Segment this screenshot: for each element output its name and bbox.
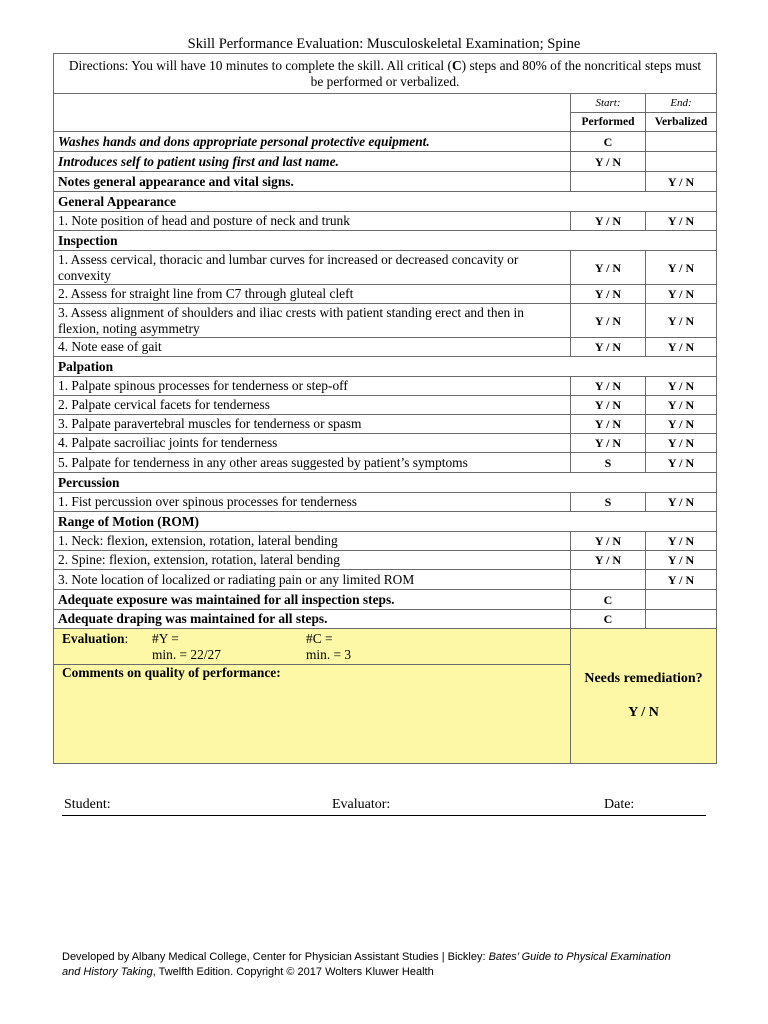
verbalized-cell [646,590,717,610]
table-row [54,493,717,512]
table-row [54,532,717,551]
table-row [54,212,717,231]
performed-cell: S [571,493,646,512]
step-text: 4. Note ease of gait [54,338,571,357]
verbalized-cell: Y / N [646,338,717,357]
verbalized-cell: Y / N [646,377,717,396]
performed-cell: Y / N [571,532,646,551]
step-text: 3. Assess alignment of shoulders and iliac crests with patient standing erect and then in flexion, noting asymmetry [54,304,571,338]
performed-cell: S [571,453,646,473]
performed-cell: Y / N [571,285,646,304]
verbalized-cell [646,132,717,152]
step-text: Adequate draping was maintained for all steps. [54,610,571,629]
needs-remediation-label: Needs remediation? [584,671,703,686]
table-row [54,338,717,357]
directions: Directions: You will have 10 minutes to complete the skill. All critical (C) steps and 80% of the noncritical steps must be performed or verbalized. [54,54,717,94]
section-title: Percussion [54,473,717,493]
step-text: 2. Spine: flexion, extension, rotation, lateral bending [54,551,571,570]
performed-cell: C [571,590,646,610]
end-label: End: [646,94,717,113]
start-label: Start: [571,94,646,113]
table-row [54,396,717,415]
performed-cell: Y / N [571,251,646,285]
form-title: Skill Performance Evaluation: Musculoskeletal Examination; Spine [187,36,581,52]
section-header [54,357,717,377]
verbalized-cell: Y / N [646,453,717,473]
table-row [54,434,717,453]
table-row [54,415,717,434]
step-text: Washes hands and dons appropriate personal protective equipment. [54,132,571,152]
y-count-label: #Y = [152,630,179,646]
table-row [54,152,717,172]
performed-cell: Y / N [571,304,646,338]
table-row [54,304,717,338]
performed-cell: Y / N [571,551,646,570]
verbalized-cell: Y / N [646,532,717,551]
step-text: 1. Fist percussion over spinous processes for tenderness [54,493,571,512]
remediation-cell [571,629,717,764]
remediation-yn[interactable]: Y / N [628,705,659,720]
performed-cell: Y / N [571,415,646,434]
table-row [54,453,717,473]
table-row [54,132,717,152]
table-row [54,172,717,192]
table-row [54,551,717,570]
verbalized-cell: Y / N [646,172,717,192]
table-row [54,570,717,590]
step-text: 1. Neck: flexion, extension, rotation, lateral bending [54,532,571,551]
verbalized-cell: Y / N [646,551,717,570]
section-title: Palpation [54,357,717,377]
step-text: 1. Note position of head and posture of neck and trunk [54,212,571,231]
step-text: Introduces self to patient using first and last name. [54,152,571,172]
performed-cell: Y / N [571,434,646,453]
performed-cell: C [571,132,646,152]
evaluation-table [53,53,717,764]
verbalized-cell [646,610,717,629]
comments-field[interactable] [54,665,571,764]
c-count-label: #C = [306,630,333,646]
performed-cell: C [571,610,646,629]
table-row [54,610,717,629]
verbalized-header: Verbalized [646,113,717,132]
verbalized-cell: Y / N [646,212,717,231]
section-header [54,231,717,251]
step-text: 1. Palpate spinous processes for tenderness or step-off [54,377,571,396]
c-minimum: min. = 3 [306,646,352,662]
step-text: 1. Assess cervical, thoracic and lumbar curves for increased or decreased concavity or convexity [54,251,571,285]
evaluation-row [54,629,717,665]
student-label: Student: [64,797,111,812]
performed-cell [571,172,646,192]
step-text: 2. Palpate cervical facets for tenderness [54,396,571,415]
performed-cell: Y / N [571,396,646,415]
signature-line [62,797,706,816]
performed-cell: Y / N [571,152,646,172]
footer: Developed by Albany Medical College, Center for Physician Assistant Studies | Bickley: Bates’ Guide to Physical Examination and History Taking, Twelfth Edition. Copyright © 2017 Wolters Kluwer Health [62,951,671,978]
header-blank [54,94,571,132]
y-minimum: min. = 22/27 [152,646,221,662]
performed-cell: Y / N [571,377,646,396]
step-text: Notes general appearance and vital signs. [54,172,571,192]
table-row [54,285,717,304]
verbalized-cell: Y / N [646,251,717,285]
performed-cell: Y / N [571,212,646,231]
step-text: 2. Assess for straight line from C7 through gluteal cleft [54,285,571,304]
section-header [54,192,717,212]
evaluator-label: Evaluator: [332,797,391,812]
verbalized-cell: Y / N [646,285,717,304]
section-title: Inspection [54,231,717,251]
step-text: Adequate exposure was maintained for all inspection steps. [54,590,571,610]
verbalized-cell [646,152,717,172]
step-text: 5. Palpate for tenderness in any other areas suggested by patient’s symptoms [54,453,571,473]
section-header [54,512,717,532]
performed-cell [571,570,646,590]
verbalized-cell: Y / N [646,570,717,590]
comments-label: Comments on quality of performance: [62,665,281,680]
verbalized-cell: Y / N [646,304,717,338]
verbalized-cell: Y / N [646,493,717,512]
section-title: General Appearance [54,192,717,212]
performed-cell: Y / N [571,338,646,357]
step-text: 4. Palpate sacroiliac joints for tenderness [54,434,571,453]
table-row [54,377,717,396]
evaluation-label: Evaluation: [62,630,129,646]
section-title: Range of Motion (ROM) [54,512,717,532]
evaluation-cell [54,629,571,665]
table-row [54,251,717,285]
table-row [54,590,717,610]
verbalized-cell: Y / N [646,434,717,453]
verbalized-cell: Y / N [646,396,717,415]
step-text: 3. Palpate paravertebral muscles for tenderness or spasm [54,415,571,434]
verbalized-cell: Y / N [646,415,717,434]
performed-header: Performed [571,113,646,132]
step-text: 3. Note location of localized or radiating pain or any limited ROM [54,570,571,590]
section-header [54,473,717,493]
date-label: Date: [604,797,635,812]
